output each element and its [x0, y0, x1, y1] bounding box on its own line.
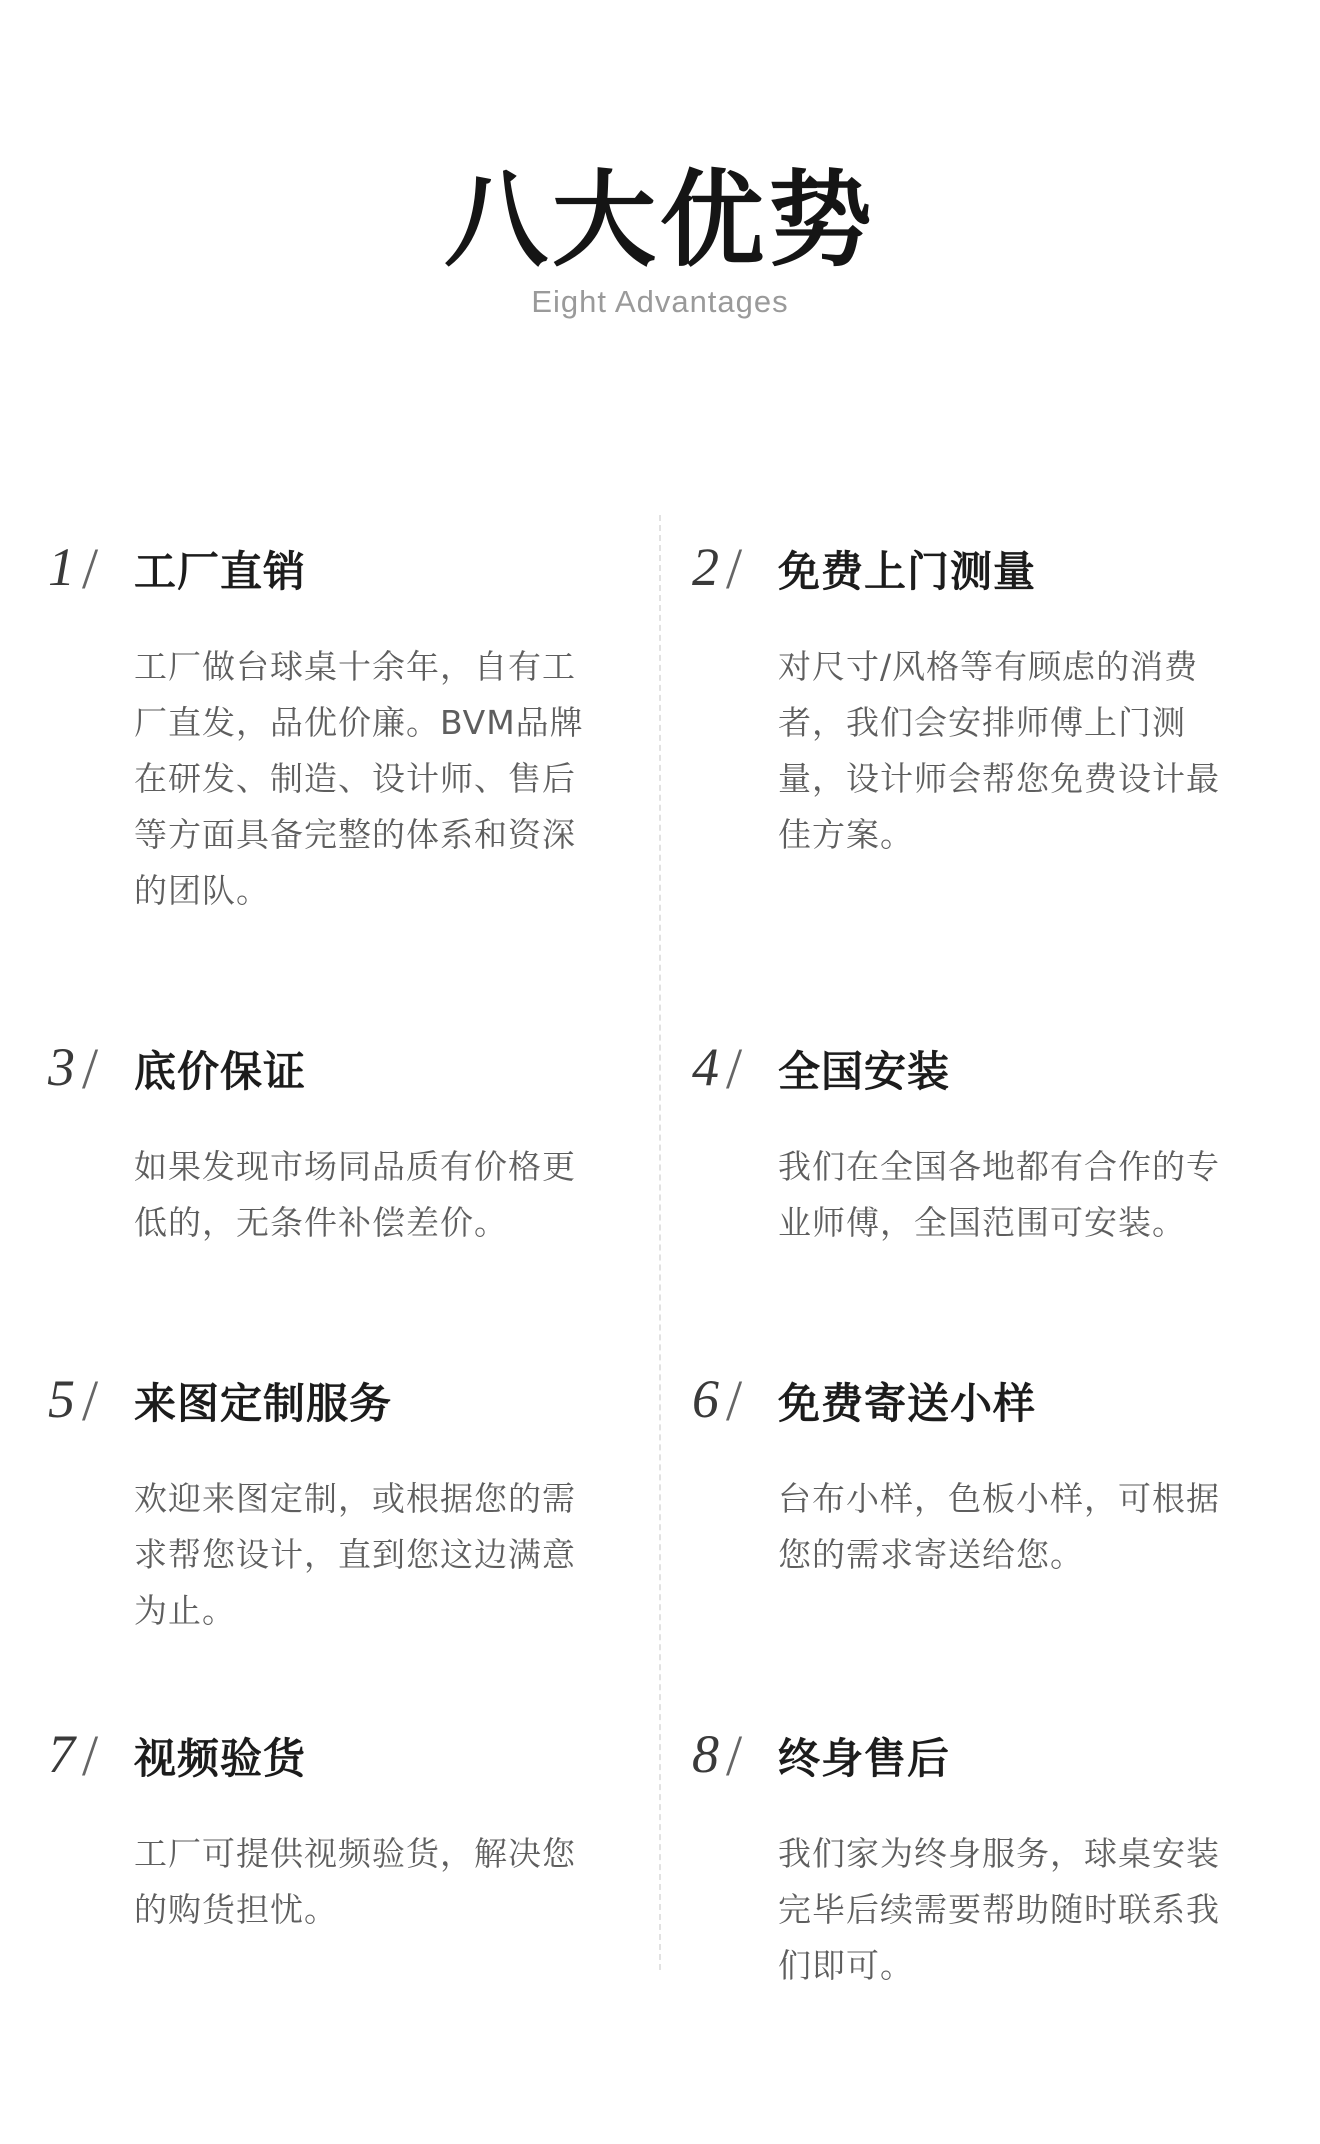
advantage-title: 工厂直销: [134, 547, 307, 596]
page-title: 八大优势: [443, 159, 876, 281]
slash-separator: /: [726, 1368, 743, 1433]
page-subtitle: Eight Advantages: [531, 284, 789, 319]
advantage-description: 欢迎来图定制，或根据您的需求帮您设计，直到您这边满意为止。: [134, 1479, 576, 1630]
advantage-number: 5: [48, 1369, 75, 1429]
advantage-description: 如果发现市场同品质有价格更低的，无条件补偿差价。: [134, 1147, 576, 1242]
advantage-title: 全国安装: [778, 1047, 951, 1096]
advantage-heading: [48, 1035, 608, 1115]
advantage-item-7: [48, 1722, 608, 1929]
advantage-number: 8: [692, 1724, 719, 1784]
advantage-heading: [692, 1367, 1252, 1447]
advantage-heading: [692, 1035, 1252, 1115]
advantage-item-8: [692, 1722, 1252, 1985]
slash-separator: /: [726, 536, 743, 601]
advantage-title: 免费寄送小样: [778, 1379, 1037, 1428]
advantage-item-6: [692, 1367, 1252, 1574]
advantage-number: 4: [692, 1037, 719, 1097]
advantage-description: 工厂可提供视频验货，解决您的购货担忧。: [134, 1834, 576, 1929]
slash-separator: /: [82, 1723, 99, 1788]
advantage-item-5: [48, 1367, 608, 1630]
advantage-number: 7: [48, 1724, 75, 1784]
advantage-item-3: [48, 1035, 608, 1242]
slash-separator: /: [726, 1036, 743, 1101]
advantage-heading: [48, 1367, 608, 1447]
advantage-description: 对尺寸/风格等有顾虑的消费者，我们会安排师傅上门测量，设计师会帮您免费设计最佳方案。: [778, 647, 1220, 854]
advantage-title: 视频验货: [134, 1734, 307, 1783]
slash-separator: /: [82, 1368, 99, 1433]
slash-separator: /: [726, 1723, 743, 1788]
advantage-heading: [692, 535, 1252, 615]
slash-separator: /: [82, 536, 99, 601]
advantage-heading: [48, 1722, 608, 1802]
advantage-title: 来图定制服务: [134, 1379, 393, 1428]
advantage-description: 我们家为终身服务，球桌安装完毕后续需要帮助随时联系我们即可。: [778, 1834, 1220, 1985]
advantage-number: 3: [48, 1037, 75, 1097]
advantage-number: 1: [48, 537, 75, 597]
advantage-item-1: [48, 535, 608, 910]
advantage-description: 台布小样，色板小样，可根据您的需求寄送给您。: [778, 1479, 1220, 1574]
advantage-title: 免费上门测量: [778, 547, 1037, 596]
advantage-description: 工厂做台球桌十余年，自有工厂直发，品优价廉。BVM品牌在研发、制造、设计师、售后等方面具备完整的体系和资深的团队。: [134, 647, 584, 910]
advantage-title: 终身售后: [778, 1734, 951, 1783]
advantage-heading: [692, 1722, 1252, 1802]
advantage-item-2: [692, 535, 1252, 854]
advantage-number: 2: [692, 537, 719, 597]
advantage-heading: [48, 535, 608, 615]
column-divider: [659, 515, 661, 1970]
advantage-description: 我们在全国各地都有合作的专业师傅，全国范围可安装。: [778, 1147, 1220, 1242]
slash-separator: /: [82, 1036, 99, 1101]
page-header: [0, 160, 1320, 322]
advantage-number: 6: [692, 1369, 719, 1429]
advantage-title: 底价保证: [134, 1047, 307, 1096]
advantage-item-4: [692, 1035, 1252, 1242]
